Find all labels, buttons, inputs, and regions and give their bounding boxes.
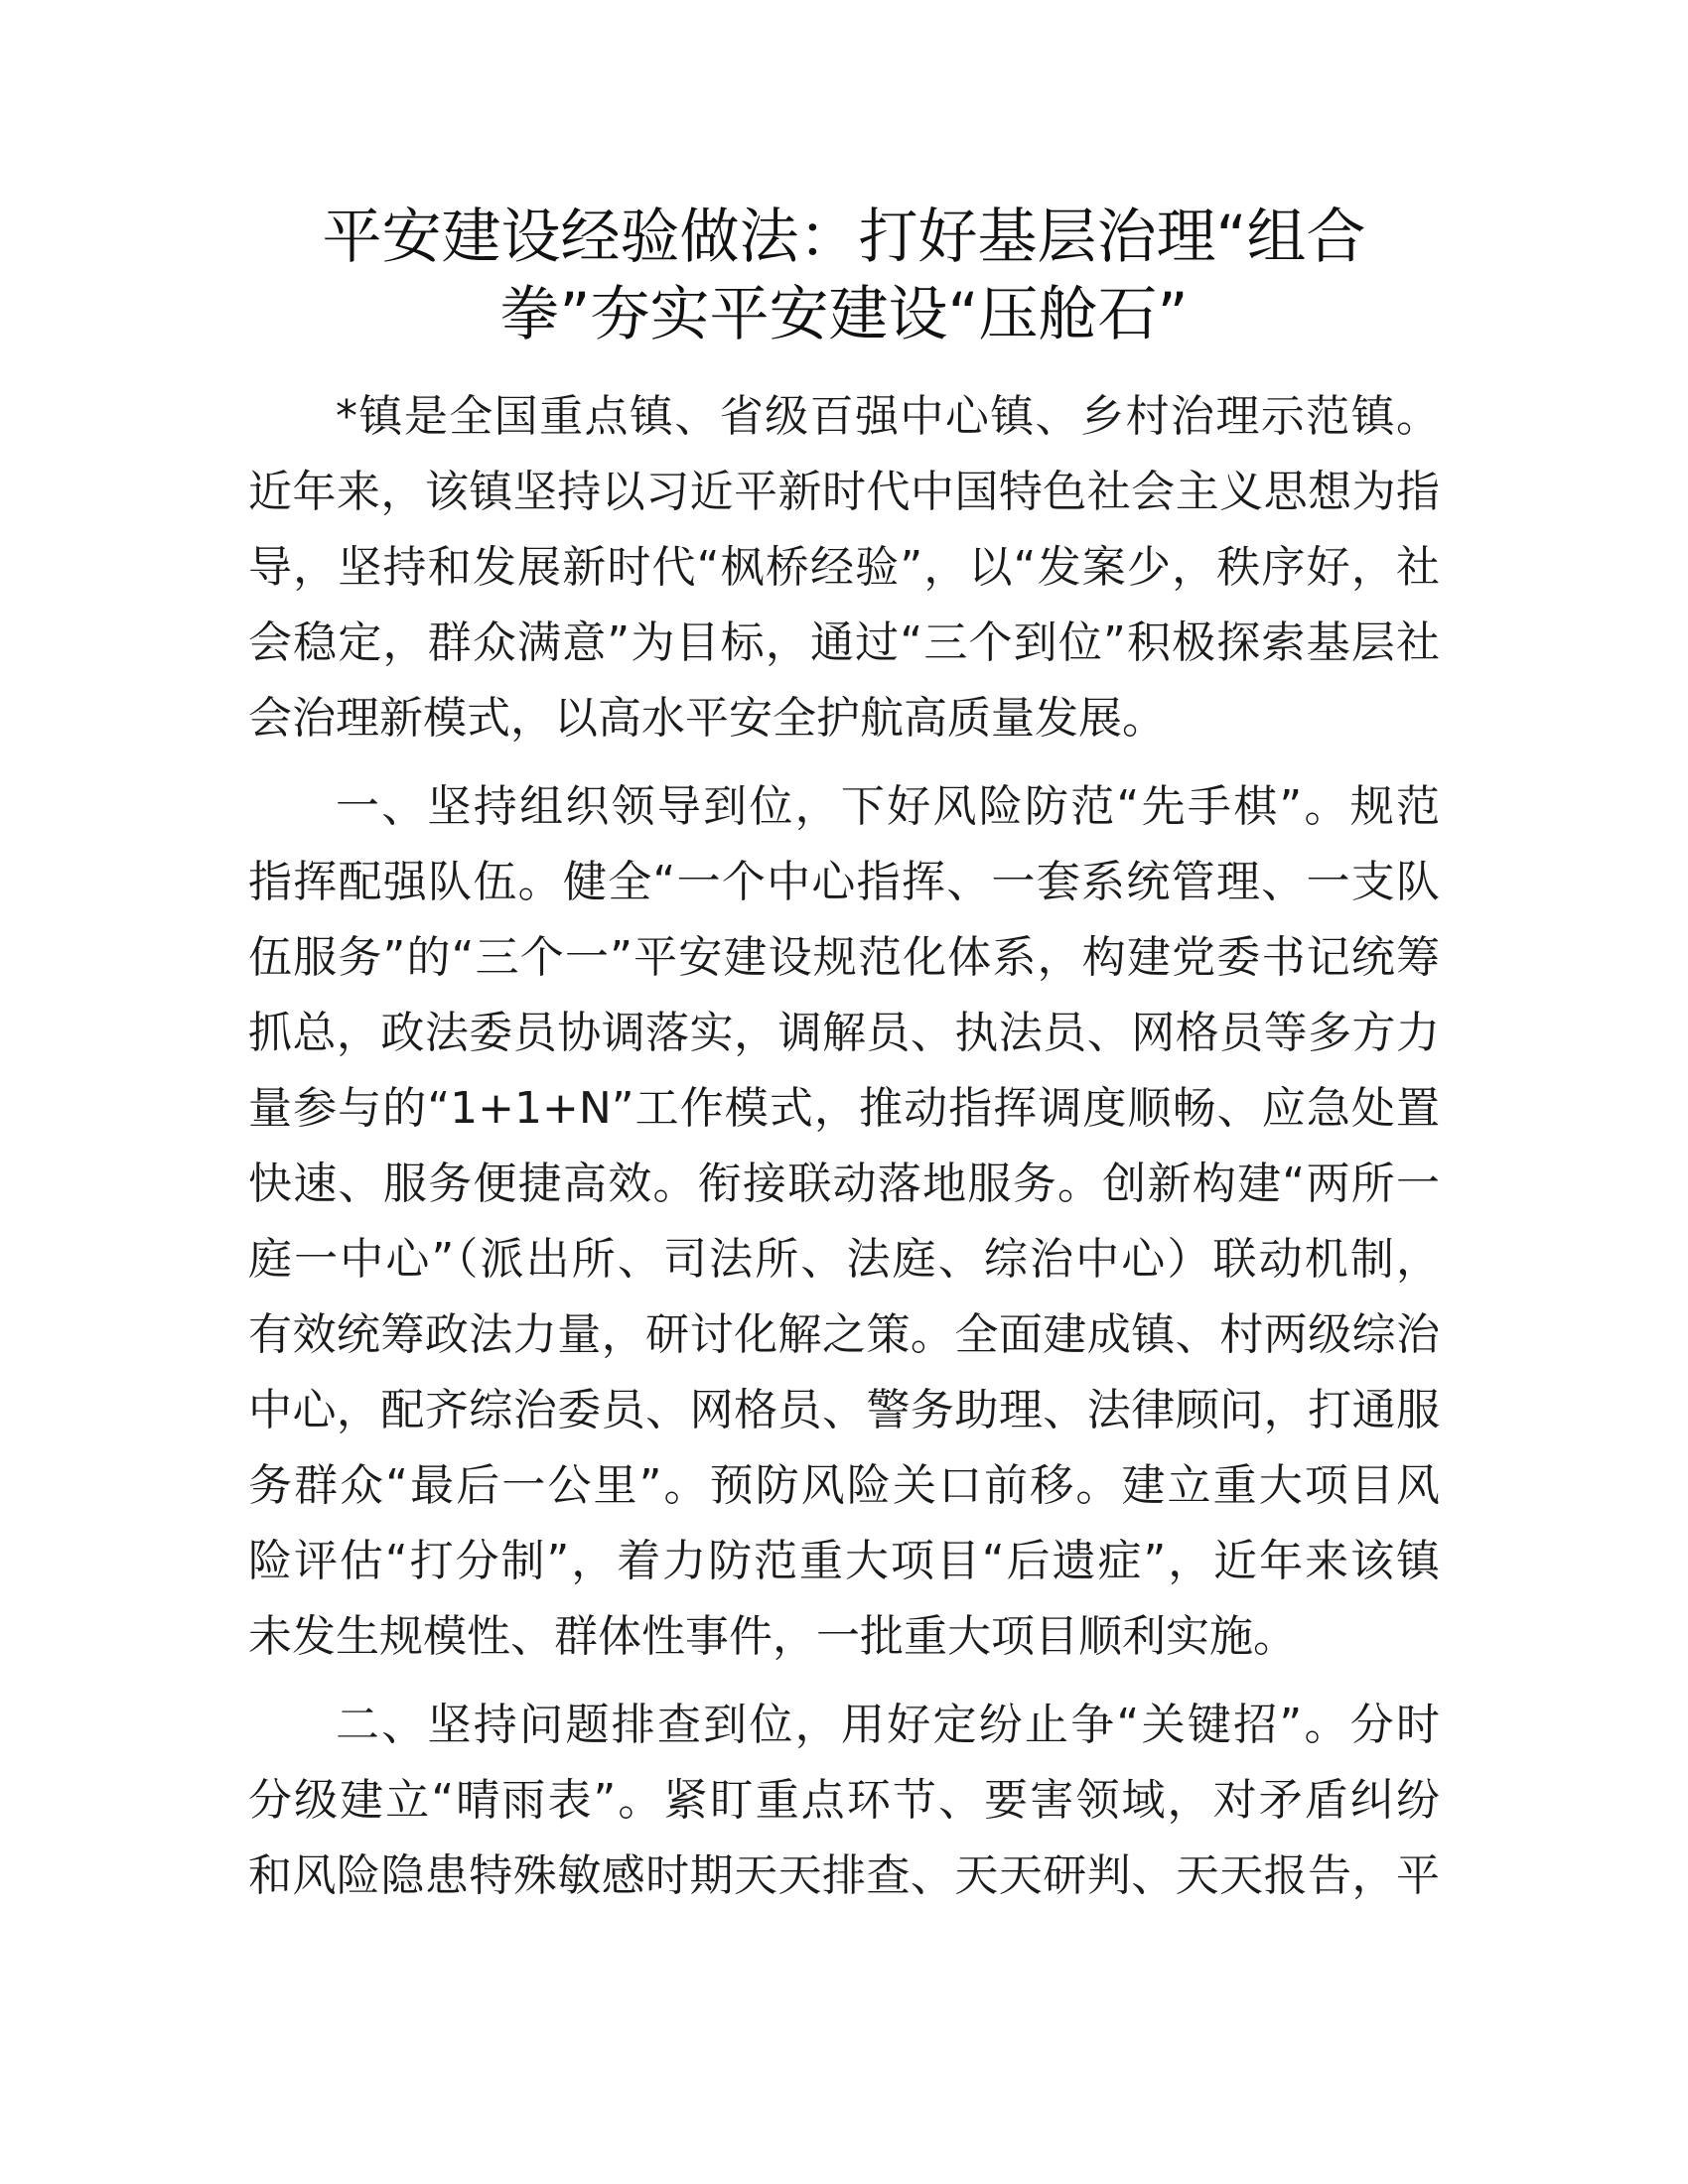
text-line: 未发生规模性、群体性事件，一批重大项目顺利实施。 — [248, 1611, 1297, 1662]
title-line-2: 拳”夯实平安建设“压舱石” — [499, 280, 1189, 349]
paragraph-intro — [248, 379, 1440, 756]
text-line: 导，坚持和发展新时代“枫桥经验”，以“发案少，秩序好，社 — [248, 542, 1440, 593]
text-line: 中心，配齐综治委员、网格员、警务助理、法律顾问，打通服 — [248, 1385, 1440, 1435]
paragraph-section-1 — [248, 769, 1440, 1675]
text-line: *镇是全国重点镇、省级百强中心镇、乡村治理示范镇。 — [336, 391, 1440, 442]
paragraph-section-2 — [248, 1688, 1440, 1914]
text-line: 抓总，政法委员协调落实，调解员、执法员、网格员等多方力 — [248, 1008, 1440, 1058]
text-line: 指挥配强队伍。健全“一个中心指挥、一套系统管理、一支队 — [248, 857, 1440, 907]
text-line: 伍服务”的“三个一”平安建设规范化体系，构建党委书记统筹 — [248, 932, 1440, 983]
text-line: 庭一中心”（派出所、司法所、法庭、综治中心）联动机制， — [248, 1234, 1440, 1285]
text-line: 会治理新模式，以高水平安全护航高质量发展。 — [248, 693, 1166, 744]
text-line: 务群众“最后一公里”。预防风险关口前移。建立重大项目风 — [248, 1460, 1440, 1511]
title-line-1: 平安建设经验做法：打好基层治理“组合 — [322, 203, 1366, 272]
document-body — [248, 379, 1440, 1927]
text-line: 有效统筹政法力量，研讨化解之策。全面建成镇、村两级综治 — [248, 1309, 1440, 1360]
text-line: 量参与的“1+1+N”工作模式，推动指挥调度顺畅、应急处置 — [248, 1083, 1440, 1134]
page-title — [248, 199, 1440, 353]
text-line: 快速、服务便捷高效。衔接联动落地服务。创新构建“两所一 — [248, 1159, 1440, 1209]
text-line: 近年来，该镇坚持以习近平新时代中国特色社会主义思想为指 — [248, 467, 1440, 517]
text-line: 会稳定，群众满意”为目标，通过“三个到位”积极探索基层社 — [248, 617, 1440, 668]
text-line: 和风险隐患特殊敏感时期天天排查、天天研判、天天报告，平 — [248, 1850, 1440, 1901]
text-line: 险评估“打分制”，着力防范重大项目“后遗症”，近年来该镇 — [248, 1536, 1440, 1586]
text-line: 分级建立“晴雨表”。紧盯重点环节、要害领域，对矛盾纠纷 — [248, 1775, 1440, 1826]
text-line: 二、坚持问题排查到位，用好定纷止争“关键招”。分时 — [336, 1700, 1440, 1750]
text-line: 一、坚持组织领导到位，下好风险防范“先手棋”。规范 — [336, 781, 1440, 832]
